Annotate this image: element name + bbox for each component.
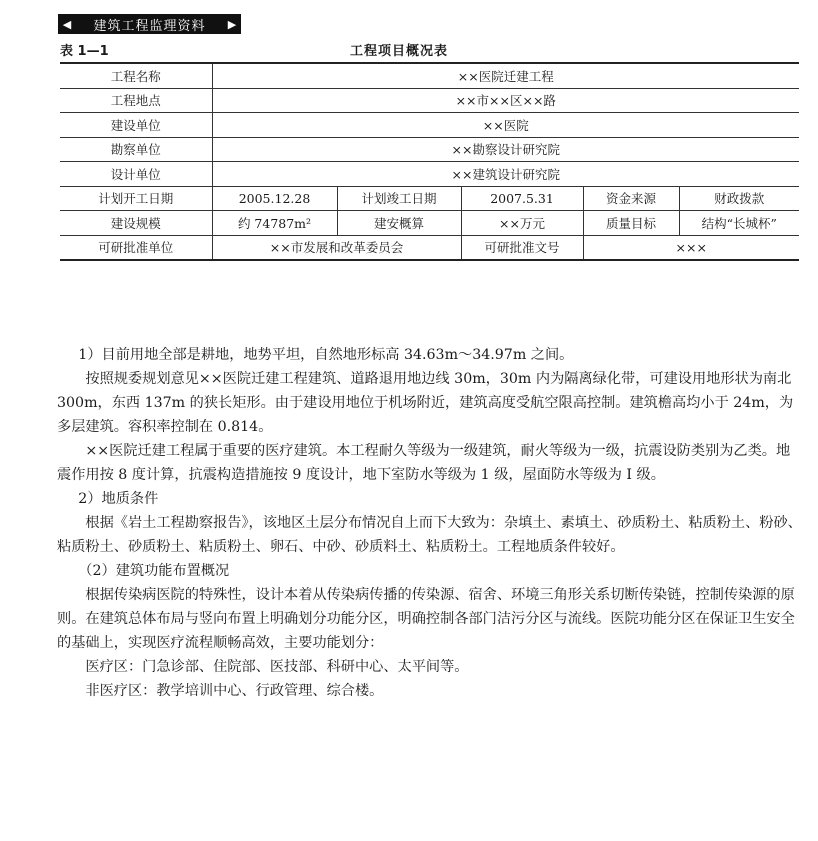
table-title: 工程项目概况表 bbox=[350, 44, 449, 59]
heading-function-layout: （2）建筑功能布置概况 bbox=[78, 563, 230, 579]
table-row bbox=[60, 211, 799, 236]
label-approval-unit: 可研批准单位 bbox=[60, 235, 212, 260]
label-end-date: 计划竣工日期 bbox=[337, 186, 461, 211]
label-scale: 建设规模 bbox=[60, 211, 212, 236]
value-owner: ××医院 bbox=[212, 113, 799, 138]
table-row bbox=[60, 63, 799, 88]
heading-geology: 2）地质条件 bbox=[78, 491, 159, 507]
value-approval-unit: ××市发展和改革委员会 bbox=[212, 235, 461, 260]
paragraph-planning: 按照规委规划意见××医院迁建工程建筑、道路退用地边线 30m，30m 内为隔离绿化带，可建设用地形状为南北 300m，东西 137m 的狭长矩形。由于建设用地位于机场附近，建筑高度受航空限高控制。建筑檐高均小于 24m，为多层建筑。容积率控制在 0.814。 bbox=[57, 371, 794, 435]
label-survey: 勘察单位 bbox=[60, 137, 212, 162]
table-number: 表 1—1 bbox=[60, 44, 109, 59]
triangle-right-icon: ▶ bbox=[227, 17, 237, 31]
paragraph-non-medical-zone: 非医疗区：教学培训中心、行政管理、综合楼。 bbox=[85, 683, 384, 699]
label-quality-target: 质量目标 bbox=[583, 211, 679, 236]
section-header-bar bbox=[58, 14, 241, 34]
table-row bbox=[60, 186, 799, 211]
value-design: ××建筑设计研究院 bbox=[212, 162, 799, 187]
body-text bbox=[57, 343, 803, 703]
paragraph-building-class: ××医院迁建工程属于重要的医疗建筑。本工程耐久等级为一级建筑，耐火等级为一级，抗震设防类别为乙类。地震作用按 8 度计算，抗震构造措施按 9 度设计，地下室防水等级为 1 级，屋面防水等级为 I 级。 bbox=[57, 443, 791, 483]
table-row bbox=[60, 235, 799, 260]
value-survey: ××勘察设计研究院 bbox=[212, 137, 799, 162]
value-project-name: ××医院迁建工程 bbox=[212, 63, 799, 88]
label-start-date: 计划开工日期 bbox=[60, 186, 212, 211]
label-approval-doc: 可研批准文号 bbox=[461, 235, 583, 260]
triangle-left-icon: ◀ bbox=[62, 17, 72, 31]
paragraph-function-layout: 根据传染病医院的特殊性，设计本着从传染病传播的传染源、宿舍、环境三角形关系切断传染链，控制传染源的原则。在建筑总体布局与竖向布置上明确划分功能分区，明确控制各部门洁污分区与流线。医院功能分区在保证卫生安全的基础上，实现医疗流程顺畅高效，主要功能划分： bbox=[57, 587, 795, 651]
label-design: 设计单位 bbox=[60, 162, 212, 187]
label-budget: 建安概算 bbox=[337, 211, 461, 236]
value-location: ××市××区××路 bbox=[212, 88, 799, 113]
label-owner: 建设单位 bbox=[60, 113, 212, 138]
value-scale: 约 74787m² bbox=[212, 211, 337, 236]
label-project-name: 工程名称 bbox=[60, 63, 212, 88]
table-row bbox=[60, 88, 799, 113]
project-overview-table bbox=[60, 62, 799, 261]
paragraph-geology: 根据《岩土工程勘察报告》，该地区土层分布情况自上而下大致为：杂填土、素填土、砂质粉土、粘质粉土、粉砂、粘质粉土、砂质粉土、粘质粉土、卵石、中砂、砂质料土、粘质粉土。工程地质条件较好。 bbox=[57, 515, 802, 555]
paragraph-medical-zone: 医疗区：门急诊部、住院部、医技部、科研中心、太平间等。 bbox=[85, 659, 469, 675]
value-approval-doc: ××× bbox=[583, 235, 799, 260]
table-row bbox=[60, 113, 799, 138]
value-start-date: 2005.12.28 bbox=[212, 186, 337, 211]
paragraph-terrain: 1）目前用地全部是耕地，地势平坦，自然地形标高 34.63m～34.97m 之间。 bbox=[78, 347, 574, 363]
value-fund-source: 财政拨款 bbox=[679, 186, 799, 211]
table-row bbox=[60, 137, 799, 162]
value-end-date: 2007.5.31 bbox=[461, 186, 583, 211]
value-quality-target: 结构“长城杯” bbox=[679, 211, 799, 236]
label-fund-source: 资金来源 bbox=[583, 186, 679, 211]
value-budget: ××万元 bbox=[461, 211, 583, 236]
label-location: 工程地点 bbox=[60, 88, 212, 113]
table-row bbox=[60, 162, 799, 187]
section-header-title: 建筑工程监理资料 bbox=[93, 18, 206, 34]
